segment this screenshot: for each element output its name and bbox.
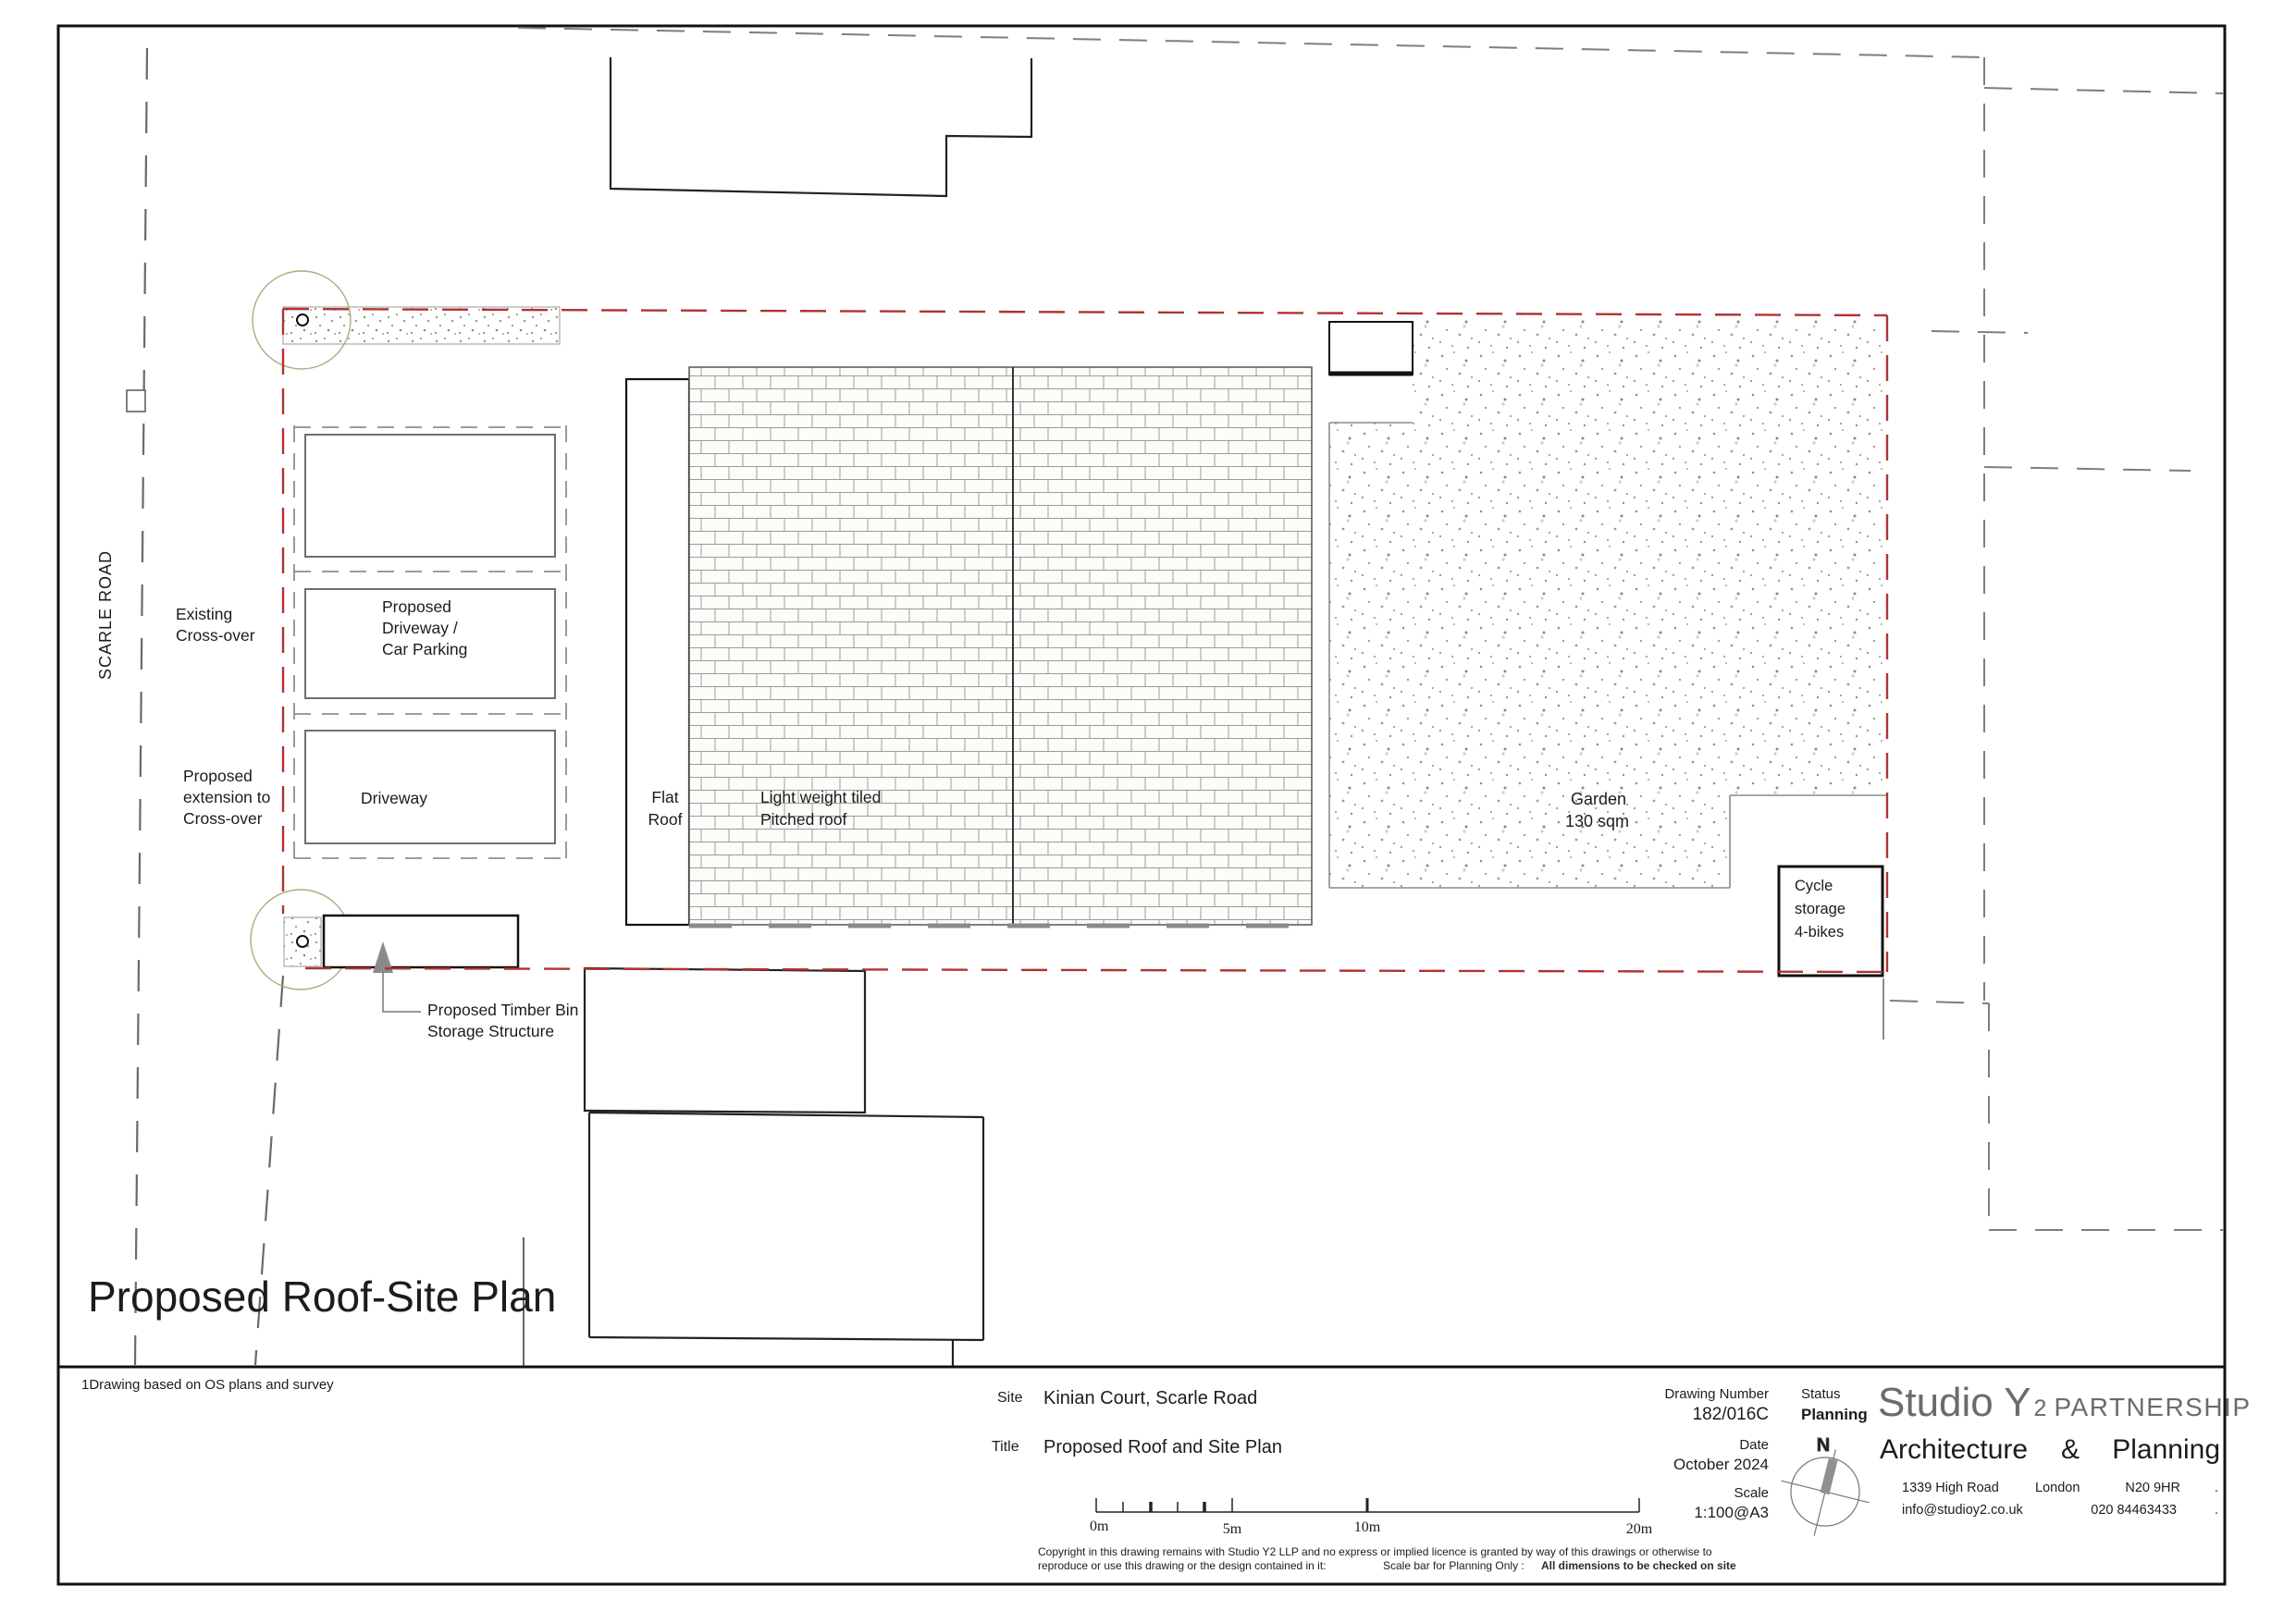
outbuilding — [1329, 322, 1413, 375]
firm-email: info@studioy2.co.uk — [1902, 1503, 2023, 1518]
site-label: Site — [997, 1390, 1023, 1406]
neighbour-building-north — [611, 57, 1031, 196]
leader-line — [383, 973, 421, 1012]
firm-tagline-planning: Planning — [2112, 1434, 2220, 1465]
svg-text:130 sqm: 130 sqm — [1565, 812, 1630, 830]
date-value: October 2024 — [1673, 1456, 1769, 1473]
tree-trunk-icon — [297, 314, 308, 326]
drawing-note: 1Drawing based on OS plans and survey — [81, 1377, 334, 1393]
svg-text:Driveway /: Driveway / — [382, 619, 458, 637]
firm-logo: Studio Y 2 PARTNERSHIP — [1878, 1380, 2252, 1425]
road-kerb-line — [135, 48, 147, 1365]
pitched-roof-label: Light weight tiled — [760, 788, 882, 806]
flat-roof-label: Flat — [651, 788, 679, 806]
proposed-driveway-label: Proposed — [382, 597, 451, 616]
svg-text:Roof: Roof — [648, 810, 683, 829]
firm-tagline-architecture: Architecture — [1880, 1434, 2029, 1465]
status-label: Status — [1801, 1386, 1841, 1402]
firm-address-3: N20 9HR — [2125, 1481, 2180, 1495]
svg-text:4-bikes: 4-bikes — [1795, 924, 1845, 941]
firm-phone: 020 84463433 — [2091, 1503, 2177, 1518]
parking-bay-1 — [305, 435, 555, 557]
cycle-storage-label: Cycle — [1795, 878, 1833, 894]
svg-text:N: N — [1816, 1435, 1831, 1456]
hedge-strip — [283, 307, 560, 344]
svg-text:20m: 20m — [1625, 1521, 1653, 1537]
neighbour-building-south-1 — [585, 968, 865, 1113]
svg-text:storage: storage — [1795, 901, 1846, 917]
plan-title: Proposed Roof-Site Plan — [88, 1273, 557, 1321]
svg-text:.: . — [2214, 1503, 2218, 1518]
existing-crossover-label: Existing — [176, 605, 233, 623]
firm-address-2: London — [2035, 1481, 2080, 1495]
driveway-label: Driveway — [361, 789, 427, 807]
tree-trunk-icon — [297, 936, 308, 947]
copyright-line-2: reproduce or use this drawing or the design contained in it: Scale bar for Planning Only : All dimensions to be checked on site — [1038, 1559, 1736, 1572]
svg-text:10m: 10m — [1353, 1519, 1381, 1535]
firm-address-1: 1339 High Road — [1902, 1481, 1999, 1495]
scale-label: Scale — [1734, 1485, 1769, 1501]
garden-label: Garden — [1571, 790, 1627, 808]
scale-value: 1:100@A3 — [1694, 1504, 1769, 1521]
svg-text:0m: 0m — [1090, 1518, 1109, 1534]
firm-tagline-amp: & — [2061, 1434, 2080, 1465]
svg-text:.: . — [2214, 1481, 2218, 1495]
title-value: Proposed Roof and Site Plan — [1043, 1437, 1282, 1457]
parking-bay-3 — [305, 731, 555, 843]
svg-text:extension to: extension to — [183, 788, 271, 806]
kerb-post — [127, 390, 145, 412]
site-value: Kinian Court, Scarle Road — [1043, 1388, 1258, 1408]
svg-text:Storage Structure: Storage Structure — [427, 1022, 555, 1040]
pitched-roof — [689, 367, 1312, 925]
svg-text:Cross-over: Cross-over — [183, 809, 263, 828]
north-compass-icon — [1771, 1435, 1880, 1546]
road-label: SCARLE ROAD — [96, 549, 115, 681]
flat-roof — [626, 379, 689, 925]
scale-bar — [1090, 1498, 1653, 1537]
svg-text:Car Parking: Car Parking — [382, 640, 468, 658]
copyright-line-1: Copyright in this drawing remains with Studio Y2 LLP and no express or implied licence is granted by way of this drawings or otherwise to — [1038, 1545, 1712, 1558]
drawing-number-value: 182/016C — [1692, 1405, 1769, 1424]
title-label: Title — [992, 1439, 1019, 1455]
date-label: Date — [1739, 1437, 1769, 1453]
drawing-number-label: Drawing Number — [1664, 1386, 1769, 1402]
neighbour-building-south-2 — [589, 1113, 983, 1366]
svg-text:5m: 5m — [1222, 1521, 1242, 1537]
status-badge: Planning — [1801, 1406, 1868, 1423]
bin-storage — [324, 916, 518, 967]
svg-text:Pitched roof: Pitched roof — [760, 810, 847, 829]
proposed-extension-label: Proposed — [183, 767, 253, 785]
bin-store-label: Proposed Timber Bin — [427, 1001, 579, 1019]
svg-text:Cross-over: Cross-over — [176, 626, 255, 645]
